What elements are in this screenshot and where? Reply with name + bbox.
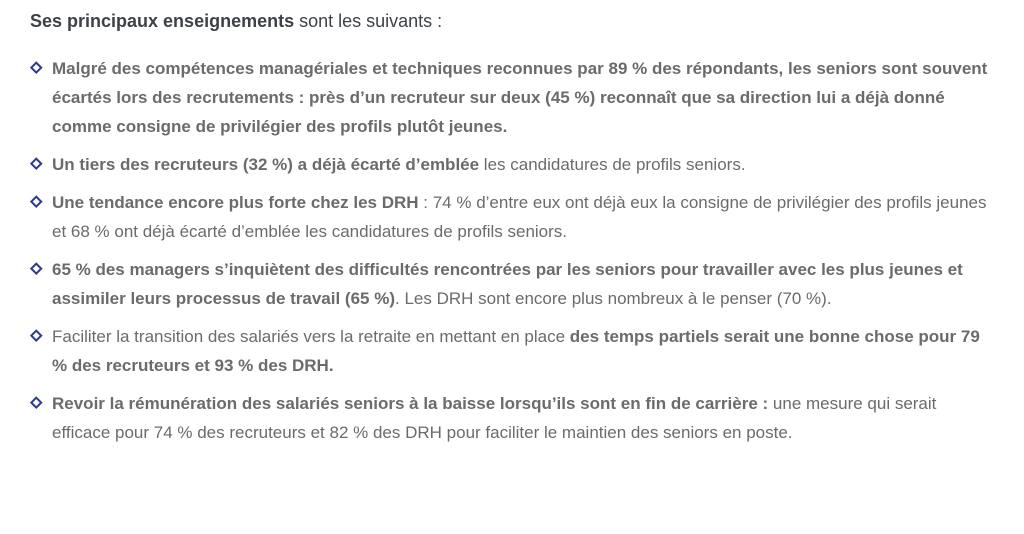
bullet-text-bold-segment: Revoir la rémunération des salariés seniors à la baisse lorsqu’ils sont en fin de carrière : xyxy=(52,394,769,413)
intro-paragraph xyxy=(30,9,990,33)
bullet-text xyxy=(52,260,963,308)
list-item xyxy=(30,150,990,179)
bullet-text xyxy=(52,59,987,136)
diamond-bullet-icon xyxy=(30,157,42,169)
list-item xyxy=(30,255,990,313)
list-item xyxy=(30,188,990,246)
list-item xyxy=(30,389,990,447)
list-item xyxy=(30,322,990,380)
intro-regular-text: sont les suivants : xyxy=(294,11,443,31)
bullet-text xyxy=(52,193,987,241)
bullet-text-bold-segment: 65 % des managers s’inquiètent des difficultés rencontrées par les seniors pour travailler avec les plus jeunes et assimiler leurs processus de travail (65 %) xyxy=(52,260,963,308)
bullet-text-bold-segment: Un tiers des recruteurs (32 %) a déjà écarté d’emblée xyxy=(52,155,480,174)
diamond-bullet-icon xyxy=(30,262,42,274)
bullet-text-bold-segment: Une tendance encore plus forte chez les DRH xyxy=(52,193,419,212)
bullet-list xyxy=(30,54,990,447)
list-item xyxy=(30,54,990,141)
diamond-bullet-icon xyxy=(30,61,42,73)
bullet-text-regular-segment: . Les DRH sont encore plus nombreux à le penser (70 %). xyxy=(395,289,832,308)
bullet-text-regular-segment: Faciliter la transition des salariés vers la retraite en mettant en place xyxy=(52,327,570,346)
bullet-text xyxy=(52,394,936,442)
bullet-text-regular-segment: les candidatures de profils seniors. xyxy=(479,155,746,174)
intro-heading-bold: Ses principaux enseignements xyxy=(30,11,295,31)
diamond-bullet-icon xyxy=(30,195,42,207)
bullet-text-bold-segment: Malgré des compétences managériales et techniques reconnues par 89 % des répondants, les seniors sont souvent écartés lors des recrutements : près d’un recruteur sur deux (45 %) reconnaît que sa direction lui a déjà donné comme consigne de privilégier des profils plutôt jeunes. xyxy=(52,59,988,136)
bullet-text xyxy=(52,327,980,375)
bullet-text xyxy=(52,155,746,174)
bullet-text-regular-segment: une mesure qui serait efficace pour 74 % des recruteurs et 82 % des DRH pour faciliter le maintien des seniors en poste. xyxy=(52,394,937,442)
diamond-bullet-icon xyxy=(30,329,42,341)
bullet-text-bold-segment: des temps partiels serait une bonne chose pour 79 % des recruteurs et 93 % des DRH. xyxy=(52,327,980,375)
diamond-bullet-icon xyxy=(30,396,42,408)
bullet-text-regular-segment: : 74 % d’entre eux ont déjà eux la consigne de privilégier des profils jeunes et 68 % ont déjà écarté d’emblée les candidatures de profils seniors. xyxy=(52,193,987,241)
